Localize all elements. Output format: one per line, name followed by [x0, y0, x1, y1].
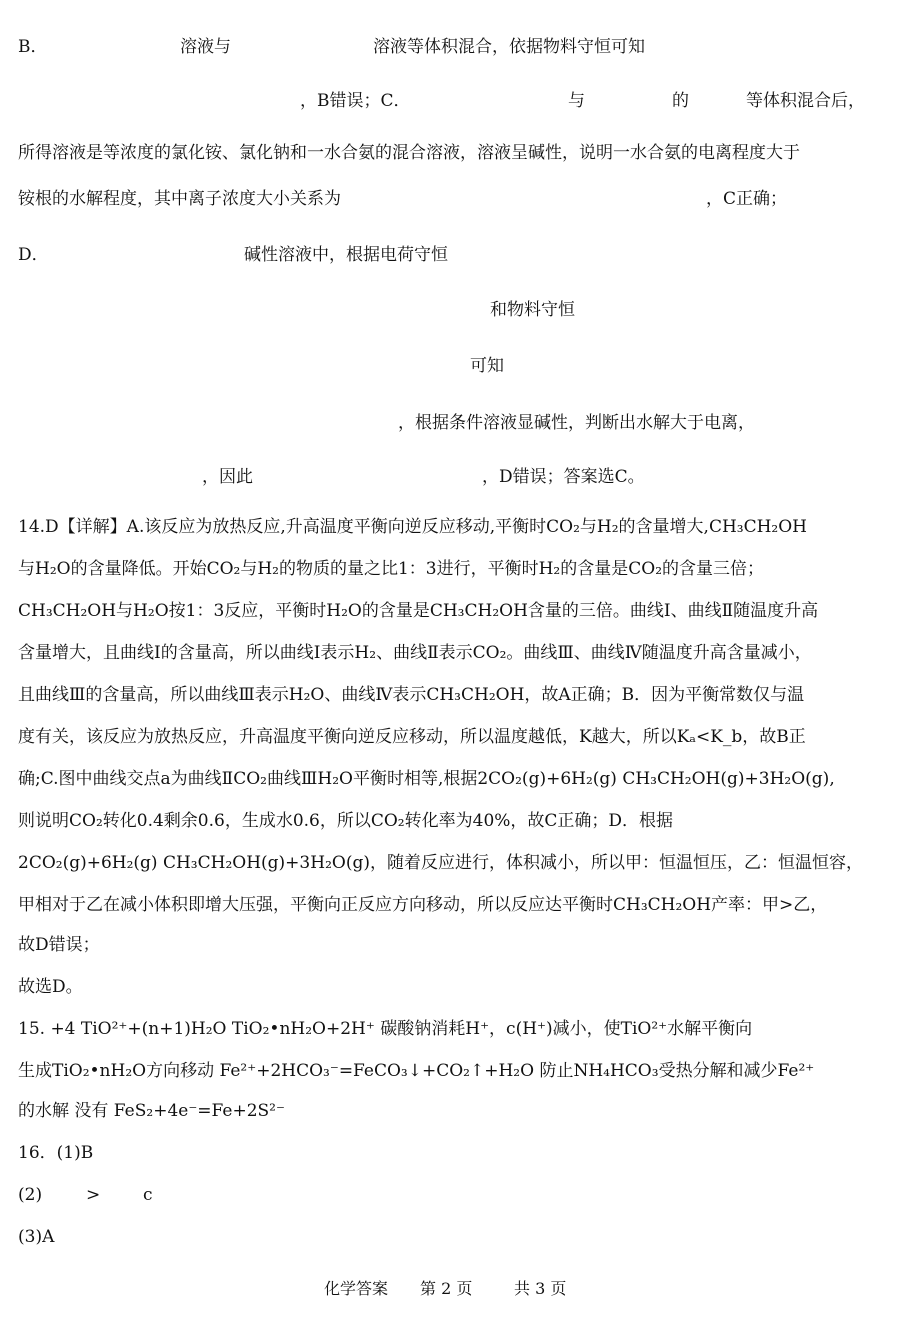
option-b-label: B． — [18, 37, 48, 57]
option-c-line-2a: 铵根的水解程度，其中离子浓度大小关系为 — [18, 189, 341, 209]
q14-line-6: 度有关，该反应为放热反应，升高温度平衡向逆反应移动，所以温度越低，K越大，所以Kₐ<K_b，故B正 — [18, 727, 806, 747]
q14-line-1: 14.D【详解】A.该反应为放热反应,升高温度平衡向逆反应移动,平衡时CO₂与H₂的含量增大,CH₃CH₂OH — [18, 517, 808, 537]
option-c-text-3: 等体积混合后， — [746, 91, 865, 111]
q15-line-2: 生成TiO₂•nH₂O方向移动 Fe²⁺+2HCO₃⁻=FeCO₃↓+CO₂↑+H₂O 防止NH₄HCO₃受热分解和减少Fe²⁺ — [18, 1061, 815, 1081]
q16-line-2b: > — [86, 1185, 101, 1205]
q14-line-3: CH₃CH₂OH与H₂O按1：3反应，平衡时H₂O的含量是CH₃CH₂OH含量的三倍。曲线Ⅰ、曲线Ⅱ随温度升高 — [18, 601, 819, 621]
option-d-text-5: ，因此 — [202, 467, 253, 487]
option-d-text-4: ，根据条件溶液显碱性，判断出水解大于电离， — [398, 413, 755, 433]
footer-total-pages: 共 3 页 — [514, 1279, 567, 1298]
option-c-line-2b: ，C正确； — [706, 189, 788, 209]
q14-line-4: 含量增大，且曲线Ⅰ的含量高，所以曲线Ⅰ表示H₂、曲线Ⅱ表示CO₂。曲线Ⅲ、曲线Ⅳ随温度升高含量减小， — [18, 643, 812, 663]
q16-line-1: 16．(1)B — [18, 1143, 94, 1163]
q14-line-12: 故选D。 — [18, 977, 83, 997]
q14-line-2: 与H₂O的含量降低。开始CO₂与H₂的物质的量之比1：3进行，平衡时H₂的含量是CO₂的含量三倍； — [18, 559, 765, 579]
option-c-text-1: 与 — [568, 91, 585, 111]
option-c-text-2: 的 — [672, 91, 689, 111]
q16-line-2c: c — [143, 1185, 153, 1205]
option-b-verdict: ，B错误；C． — [300, 91, 411, 111]
footer-subject: 化学答案 — [324, 1279, 389, 1298]
option-d-label: D． — [18, 245, 49, 265]
q16-line-2a: (2) — [18, 1185, 43, 1205]
q14-line-11: 故D错误； — [18, 935, 100, 955]
q16-line-3: (3)A — [18, 1227, 55, 1247]
q14-line-9: 2CO₂(g)+6H₂(g) CH₃CH₂OH(g)+3H₂O(g)，随着反应进行，体积减小，所以甲：恒温恒压，乙：恒温恒容， — [18, 853, 863, 873]
footer-page-number: 第 2 页 — [420, 1279, 473, 1298]
q14-line-8: 则说明CO₂转化0.4剩余0.6，生成水0.6，所以CO₂转化率为40%，故C正确；D．根据 — [18, 811, 674, 831]
option-c-line-1: 所得溶液是等浓度的氯化铵、氯化钠和一水合氨的混合溶液，溶液呈碱性，说明一水合氨的电离程度大于 — [18, 143, 800, 163]
option-b-text-1: 溶液与 — [180, 37, 231, 57]
q14-line-5: 且曲线Ⅲ的含量高，所以曲线Ⅲ表示H₂O、曲线Ⅳ表示CH₃CH₂OH，故A正确；B．因为平衡常数仅与温 — [18, 685, 805, 705]
q14-line-10: 甲相对于乙在减小体积即增大压强，平衡向正反应方向移动，所以反应达平衡时CH₃CH₂OH产率：甲>乙， — [18, 895, 828, 915]
option-d-text-1: 碱性溶液中，根据电荷守恒 — [244, 245, 448, 265]
option-b-text-2: 溶液等体积混合，依据物料守恒可知 — [373, 37, 645, 57]
q15-line-1: 15. +4 TiO²⁺+(n+1)H₂O TiO₂•nH₂O+2H⁺ 碳酸钠消耗H⁺，c(H⁺)减小，使TiO²⁺水解平衡向 — [18, 1019, 753, 1039]
q14-line-7: 确;C.图中曲线交点a为曲线ⅡCO₂曲线ⅢH₂O平衡时相等,根据2CO₂(g)+6H₂(g) CH₃CH₂OH(g)+3H₂O(g), — [18, 769, 835, 789]
q15-line-3: 的水解 没有 FeS₂+4e⁻=Fe+2S²⁻ — [18, 1101, 285, 1121]
option-d-text-3: 可知 — [470, 356, 504, 376]
option-d-text-6: ，D错误；答案选C。 — [482, 467, 645, 487]
option-d-text-2: 和物料守恒 — [490, 300, 575, 320]
